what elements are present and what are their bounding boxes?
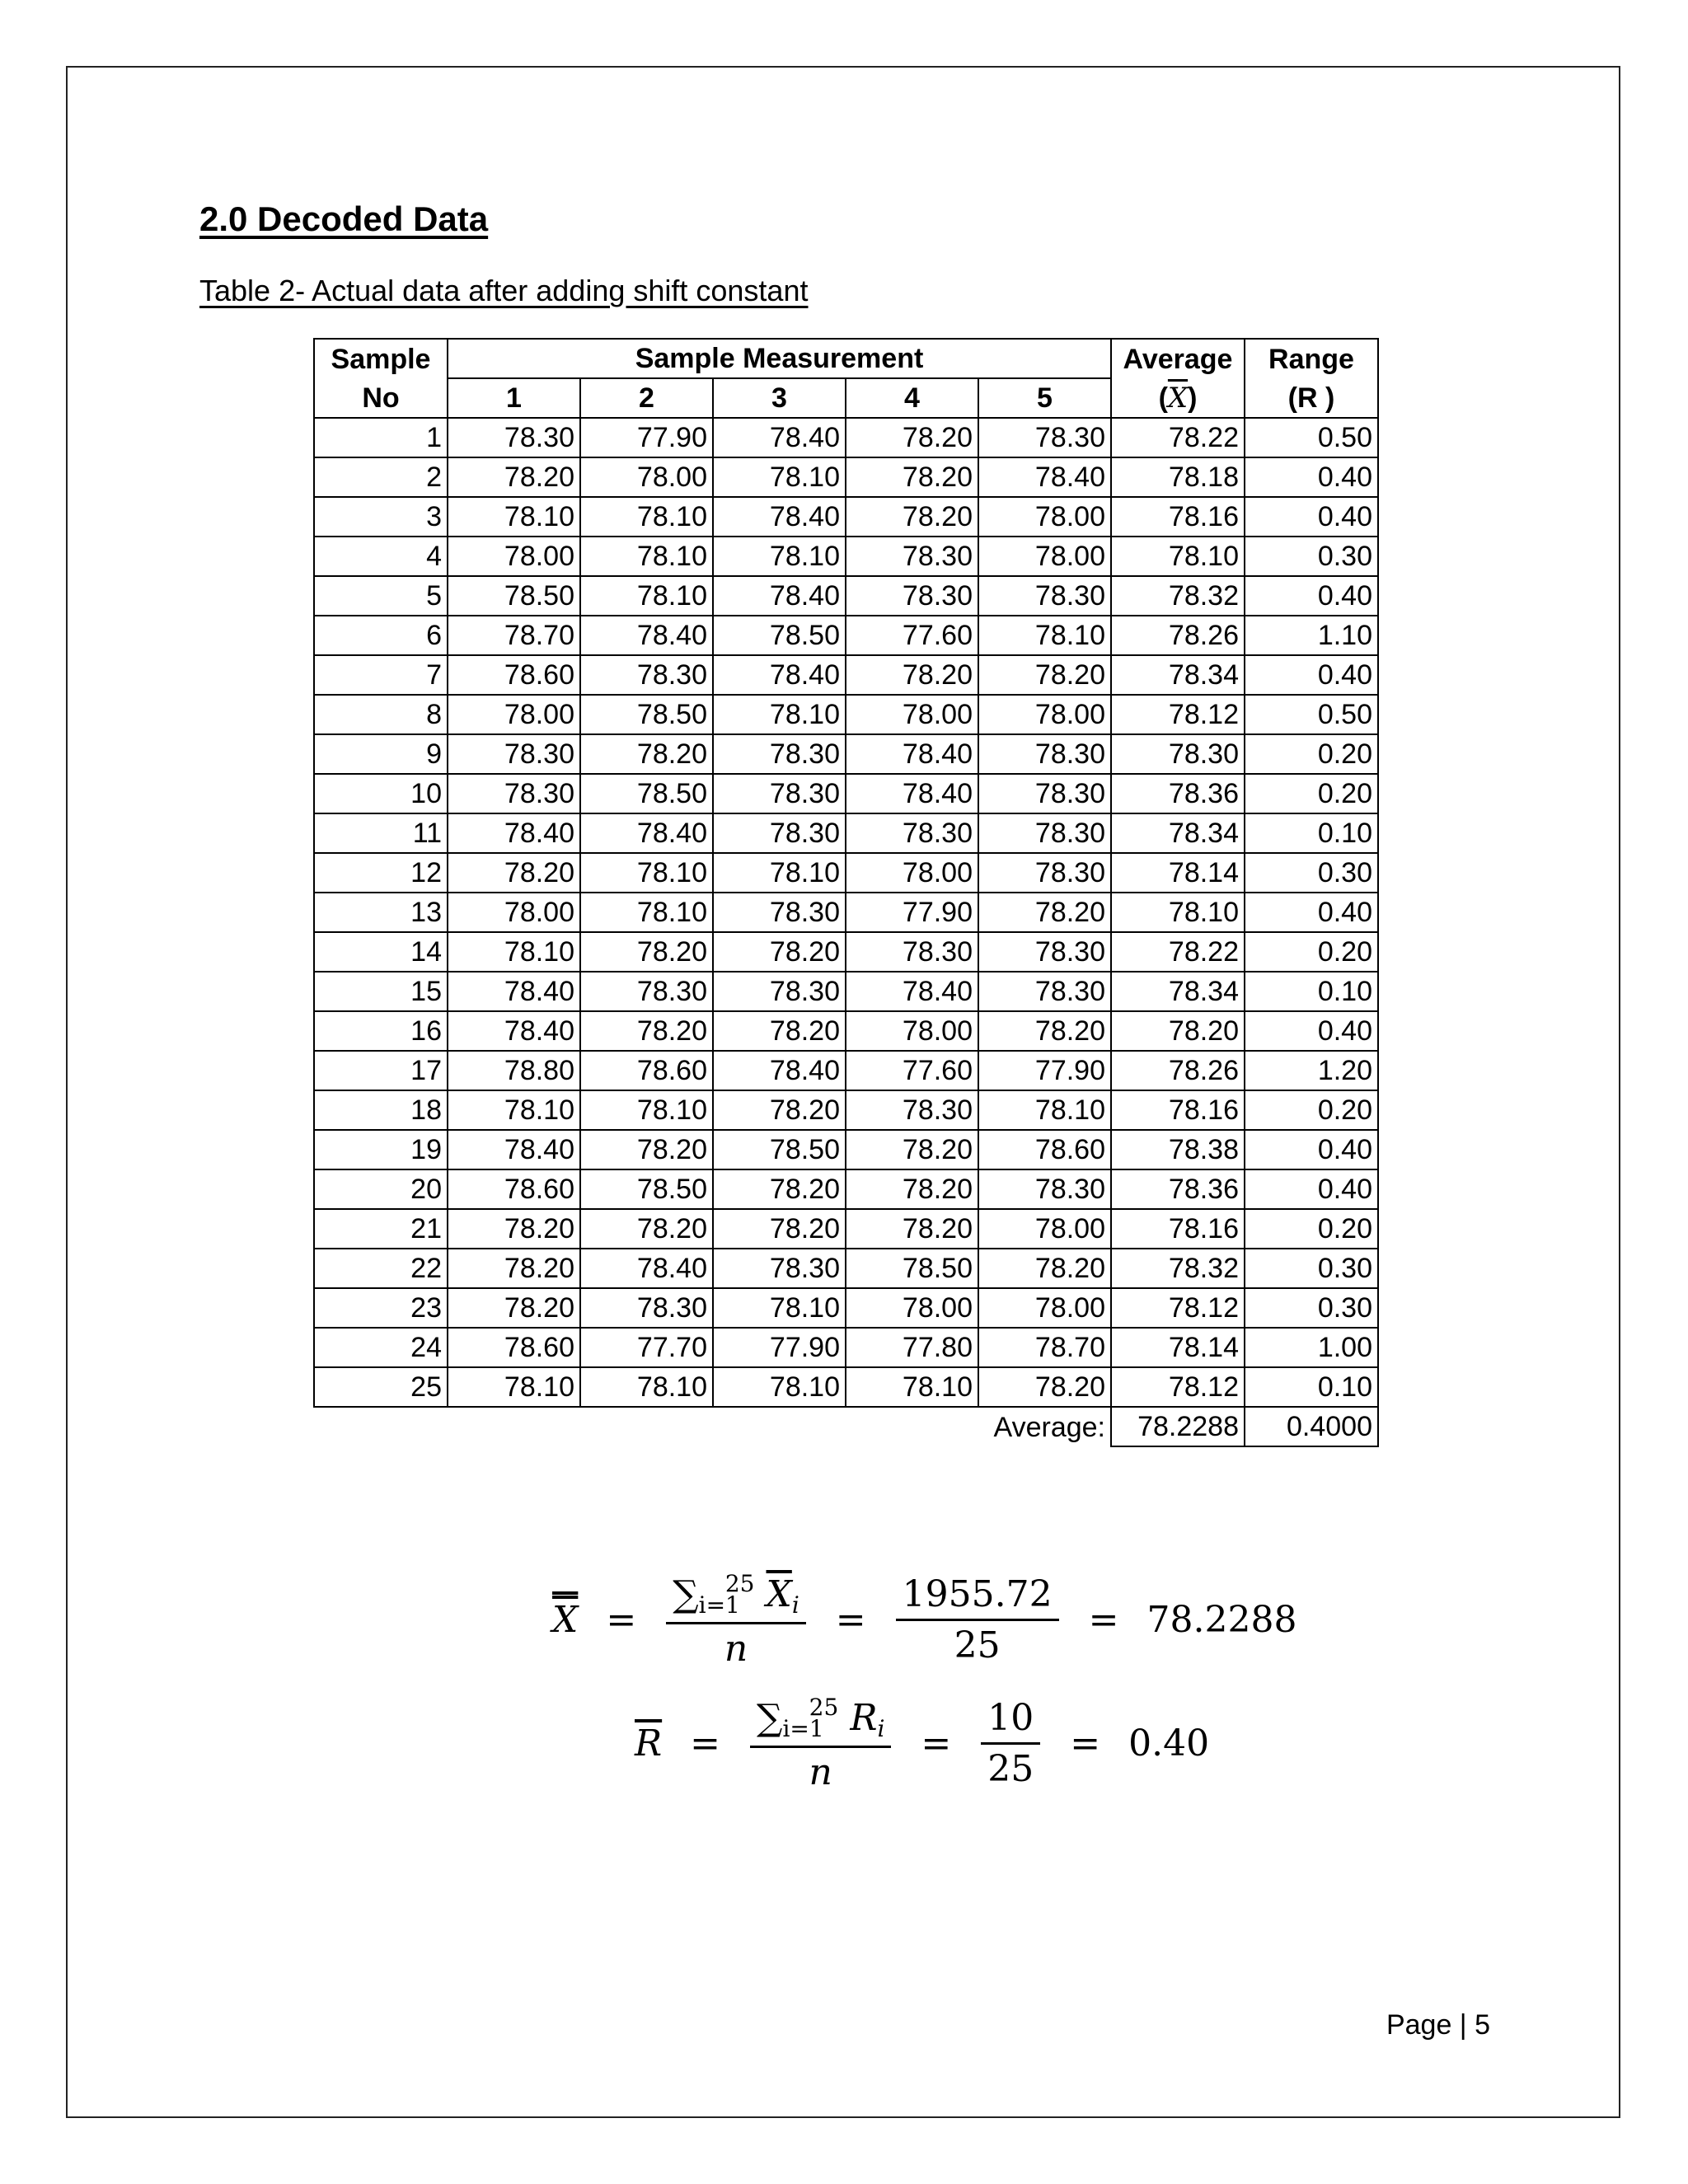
measurement-cell: 78.00	[448, 695, 580, 734]
measurement-cell: 77.60	[846, 616, 978, 655]
sample-no-cell: 24	[314, 1328, 448, 1367]
measurement-group-header: Sample Measurement	[448, 339, 1111, 378]
measurement-cell: 78.20	[978, 1367, 1111, 1407]
measurement-cell: 78.10	[448, 1367, 580, 1407]
rbar-denom-value: 25	[987, 1748, 1034, 1790]
rbar-sum-fraction: $\frac{\sum_{i=1}^{25} R_i}{n}$	[750, 1694, 891, 1793]
empty-cell	[448, 1407, 580, 1446]
xbar-denom: n	[724, 1628, 748, 1670]
rbar-term-sub: i	[877, 1715, 885, 1742]
measurement-cell: 78.30	[846, 1090, 978, 1130]
measurement-cell: 78.20	[846, 1169, 978, 1209]
measurement-cell: 78.10	[580, 893, 713, 932]
xbar-sum-sub: i=1	[698, 1591, 740, 1619]
measurement-cell: 78.40	[580, 813, 713, 853]
measurement-cell: 78.40	[448, 813, 580, 853]
measurement-cell: 78.10	[448, 932, 580, 972]
table-row	[314, 457, 1378, 497]
range-cell: 0.10	[1245, 972, 1378, 1011]
measurement-cell: 78.00	[846, 853, 978, 893]
measurement-cell: 78.30	[978, 1169, 1111, 1209]
range-cell: 0.30	[1245, 853, 1378, 893]
range-cell: 0.40	[1245, 655, 1378, 695]
measurement-cell: 78.20	[448, 1209, 580, 1249]
measurement-cell: 78.30	[713, 774, 846, 813]
table-row	[314, 1249, 1378, 1288]
sample-no-cell: 22	[314, 1249, 448, 1288]
measurement-cell: 78.10	[978, 1090, 1111, 1130]
measurement-cell: 78.30	[448, 418, 580, 457]
range-cell: 0.20	[1245, 1209, 1378, 1249]
measurement-cell: 78.10	[713, 853, 846, 893]
measurement-cell: 78.30	[978, 576, 1111, 616]
average-cell: 78.34	[1111, 655, 1245, 695]
measurement-cell: 78.50	[448, 576, 580, 616]
measurement-cell: 78.40	[978, 457, 1111, 497]
table-row	[314, 1090, 1378, 1130]
measurement-cell: 78.20	[713, 1090, 846, 1130]
measurement-cell: 78.00	[978, 1209, 1111, 1249]
page-number: Page | 5	[1386, 2009, 1490, 2041]
range-cell: 1.10	[1245, 616, 1378, 655]
range-header: Range	[1245, 339, 1378, 378]
measurement-cell: 78.20	[713, 1011, 846, 1051]
measurement-cell: 78.10	[580, 1367, 713, 1407]
range-cell: 0.40	[1245, 1169, 1378, 1209]
measurement-cell: 78.00	[978, 1288, 1111, 1328]
table-row	[314, 972, 1378, 1011]
measurement-cell: 78.30	[713, 813, 846, 853]
range-cell: 0.20	[1245, 1090, 1378, 1130]
sample-no-cell: 11	[314, 813, 448, 853]
table-row	[314, 1051, 1378, 1090]
measurement-cell: 78.40	[580, 1249, 713, 1288]
measurement-cell: 78.30	[713, 1249, 846, 1288]
measurement-cell: 78.10	[713, 1367, 846, 1407]
measurement-cell: 78.40	[846, 734, 978, 774]
rbar-formula: $\overline{R}$ = $\frac{\sum_{i=1}^{25} R_i}{n}$ = $\frac{10}{25}$ = 0.40	[635, 1694, 1210, 1793]
measurement-cell: 78.00	[448, 537, 580, 576]
range-cell: 0.40	[1245, 576, 1378, 616]
table-row	[314, 1288, 1378, 1328]
data-table	[313, 338, 1379, 1447]
average-cell: 78.14	[1111, 853, 1245, 893]
empty-cell	[713, 1407, 846, 1446]
table-row	[314, 1367, 1378, 1407]
table-row	[314, 616, 1378, 655]
sample-no-cell: 2	[314, 457, 448, 497]
measurement-cell: 77.90	[846, 893, 978, 932]
rbar-result: 0.40	[1128, 1722, 1210, 1765]
average-header: Average	[1111, 339, 1245, 378]
sample-no-cell: 21	[314, 1209, 448, 1249]
sample-no-cell: 3	[314, 497, 448, 537]
table-row	[314, 1209, 1378, 1249]
measurement-cell: 78.00	[846, 1011, 978, 1051]
measurement-cell: 78.20	[978, 893, 1111, 932]
measurement-cell: 78.20	[846, 418, 978, 457]
measurement-cell: 78.20	[978, 1249, 1111, 1288]
measurement-cell: 78.30	[978, 932, 1111, 972]
measurement-cell: 78.30	[978, 774, 1111, 813]
measurement-cell: 78.20	[580, 1209, 713, 1249]
average-cell: 78.16	[1111, 1090, 1245, 1130]
measurement-cell: 78.10	[713, 537, 846, 576]
empty-cell	[314, 1407, 448, 1446]
measurement-cell: 78.30	[846, 537, 978, 576]
measurement-cell: 78.20	[448, 853, 580, 893]
measurement-cell: 78.50	[580, 1169, 713, 1209]
measurement-cell: 78.70	[978, 1328, 1111, 1367]
header-row-2	[314, 378, 1378, 418]
range-cell: 0.10	[1245, 1367, 1378, 1407]
empty-cell	[580, 1407, 713, 1446]
sample-no-cell: 16	[314, 1011, 448, 1051]
table-row	[314, 695, 1378, 734]
measurement-cell: 78.40	[713, 655, 846, 695]
measurement-cell: 78.20	[713, 932, 846, 972]
measurement-cell: 78.30	[713, 893, 846, 932]
range-cell: 0.40	[1245, 893, 1378, 932]
measurement-cell: 78.00	[448, 893, 580, 932]
measurement-cell: 78.10	[580, 537, 713, 576]
sample-no-cell: 4	[314, 537, 448, 576]
range-cell: 0.30	[1245, 1249, 1378, 1288]
measurement-cell: 78.00	[978, 537, 1111, 576]
measurement-cell: 78.00	[846, 695, 978, 734]
header-row-1	[314, 339, 1378, 378]
table-row	[314, 1328, 1378, 1367]
range-cell: 0.40	[1245, 1130, 1378, 1169]
average-cell: 78.12	[1111, 695, 1245, 734]
sample-no-cell: 18	[314, 1090, 448, 1130]
table-row	[314, 734, 1378, 774]
measurement-cell: 78.40	[846, 972, 978, 1011]
table-caption: Table 2- Actual data after adding shift constant	[199, 274, 809, 307]
range-symbol-header: (R )	[1245, 378, 1378, 418]
average-cell: 78.16	[1111, 1209, 1245, 1249]
rbar-numer-value: 10	[981, 1697, 1040, 1745]
measurement-cell: 78.40	[713, 1051, 846, 1090]
table-row	[314, 1011, 1378, 1051]
measurement-cell: 77.90	[713, 1328, 846, 1367]
measurement-cell: 78.10	[448, 497, 580, 537]
measurement-cell: 77.90	[978, 1051, 1111, 1090]
average-cell: 78.20	[1111, 1011, 1245, 1051]
average-cell: 78.18	[1111, 457, 1245, 497]
average-cell: 78.34	[1111, 813, 1245, 853]
sample-no-cell: 13	[314, 893, 448, 932]
measurement-cell: 78.20	[713, 1169, 846, 1209]
measurement-cell: 78.20	[846, 457, 978, 497]
table-row	[314, 537, 1378, 576]
average-cell: 78.34	[1111, 972, 1245, 1011]
rbar-denom: n	[809, 1751, 832, 1793]
measurement-cell: 78.20	[580, 1011, 713, 1051]
average-cell: 78.14	[1111, 1328, 1245, 1367]
average-cell: 78.22	[1111, 418, 1245, 457]
rbar-lhs: $\overline{R}$	[635, 1722, 663, 1765]
xbar-sum-fraction: $\frac{\sum_{i=1}^{25} \overline{X}_i}{n}$	[666, 1570, 806, 1670]
measurement-cell: 78.20	[448, 1288, 580, 1328]
measurement-cell: 78.50	[713, 1130, 846, 1169]
measurement-cell: 78.10	[978, 616, 1111, 655]
measurement-cell: 78.20	[846, 497, 978, 537]
measurement-cell: 78.40	[713, 497, 846, 537]
table-row	[314, 1169, 1378, 1209]
measurement-cell: 78.00	[978, 497, 1111, 537]
measurement-cell: 78.20	[580, 1130, 713, 1169]
sample-no-cell: 10	[314, 774, 448, 813]
range-cell: 0.30	[1245, 1288, 1378, 1328]
measurement-cell: 78.40	[580, 616, 713, 655]
range-cell: 0.20	[1245, 932, 1378, 972]
average-cell: 78.36	[1111, 774, 1245, 813]
average-cell: 78.32	[1111, 576, 1245, 616]
measurement-cell: 78.40	[448, 972, 580, 1011]
sample-no-cell: 6	[314, 616, 448, 655]
measurement-cell: 78.30	[978, 418, 1111, 457]
measurement-cell: 78.40	[713, 418, 846, 457]
range-cell: 0.20	[1245, 734, 1378, 774]
measurement-col-header: 5	[978, 378, 1111, 418]
measurement-cell: 78.30	[713, 734, 846, 774]
measurement-cell: 78.30	[846, 932, 978, 972]
measurement-cell: 78.20	[846, 655, 978, 695]
table-row	[314, 576, 1378, 616]
table-row	[314, 813, 1378, 853]
sample-no-cell: 7	[314, 655, 448, 695]
rbar-value-fraction	[981, 1697, 1040, 1790]
measurement-cell: 78.10	[846, 1367, 978, 1407]
measurement-cell: 78.30	[978, 972, 1111, 1011]
sample-no-cell: 19	[314, 1130, 448, 1169]
xbar-value-fraction	[896, 1573, 1059, 1666]
measurement-cell: 78.30	[580, 972, 713, 1011]
xbar-lhs: X	[552, 1599, 579, 1641]
table-row	[314, 774, 1378, 813]
empty-cell	[846, 1407, 978, 1446]
measurement-cell: 78.30	[580, 1288, 713, 1328]
xbar-term-sub: i	[791, 1591, 799, 1619]
measurement-cell: 78.00	[978, 695, 1111, 734]
sample-no-cell: 5	[314, 576, 448, 616]
xbar-sum-sup: 25	[724, 1570, 755, 1597]
range-cell: 0.40	[1245, 497, 1378, 537]
average-cell: 78.30	[1111, 734, 1245, 774]
measurement-cell: 78.20	[580, 734, 713, 774]
xbar-formula: X = $\frac{\sum_{i=1}^{25} \overline{X}_i}{n}$ = $\frac{1955.72}{25}$ = 78.2288	[552, 1570, 1297, 1670]
measurement-cell: 78.80	[448, 1051, 580, 1090]
measurement-col-header: 1	[448, 378, 580, 418]
rbar-sum-sub: i=1	[782, 1715, 824, 1742]
measurement-cell: 78.30	[448, 734, 580, 774]
table-row	[314, 853, 1378, 893]
average-cell: 78.12	[1111, 1367, 1245, 1407]
table-body	[314, 418, 1378, 1407]
measurement-cell: 78.30	[978, 853, 1111, 893]
measurement-cell: 78.00	[580, 457, 713, 497]
sample-header: Sample	[314, 339, 448, 378]
measurement-cell: 78.10	[580, 853, 713, 893]
sample-no-cell: 25	[314, 1367, 448, 1407]
measurement-cell: 78.60	[978, 1130, 1111, 1169]
sample-no-header: No	[314, 378, 448, 418]
range-cell: 0.50	[1245, 418, 1378, 457]
average-cell: 78.16	[1111, 497, 1245, 537]
measurement-cell: 78.60	[448, 1328, 580, 1367]
measurement-cell: 78.10	[713, 695, 846, 734]
xbar-symbol: $\overline{X}$	[1167, 381, 1189, 415]
sample-no-cell: 8	[314, 695, 448, 734]
measurement-cell: 78.50	[580, 695, 713, 734]
range-cell: 0.30	[1245, 537, 1378, 576]
measurement-cell: 78.20	[846, 1130, 978, 1169]
table-row	[314, 497, 1378, 537]
average-symbol-header: $(\overline{X})$	[1111, 378, 1245, 418]
measurement-col-header: 4	[846, 378, 978, 418]
measurement-cell: 78.10	[580, 497, 713, 537]
xbar-term: $\overline{X}$	[766, 1573, 792, 1615]
range-cell: 0.10	[1245, 813, 1378, 853]
sample-no-cell: 1	[314, 418, 448, 457]
range-cell: 0.40	[1245, 457, 1378, 497]
average-cell: 78.10	[1111, 893, 1245, 932]
measurement-cell: 78.30	[713, 972, 846, 1011]
measurement-cell: 78.30	[846, 813, 978, 853]
table-row	[314, 932, 1378, 972]
measurement-cell: 78.60	[448, 1169, 580, 1209]
sample-no-cell: 20	[314, 1169, 448, 1209]
rbar-sum-sup: 25	[809, 1694, 839, 1721]
measurement-cell: 78.30	[448, 774, 580, 813]
measurement-cell: 78.30	[978, 734, 1111, 774]
average-cell: 78.32	[1111, 1249, 1245, 1288]
measurement-col-header: 3	[713, 378, 846, 418]
measurement-cell: 78.30	[846, 576, 978, 616]
range-cell: 0.50	[1245, 695, 1378, 734]
measurement-cell: 78.10	[580, 1090, 713, 1130]
measurement-cell: 78.40	[846, 774, 978, 813]
measurement-cell: 78.10	[580, 576, 713, 616]
xbar-result: 78.2288	[1146, 1599, 1297, 1641]
measurement-cell: 78.60	[580, 1051, 713, 1090]
xbar-numer-value: 1955.72	[896, 1573, 1059, 1621]
sample-no-cell: 14	[314, 932, 448, 972]
measurement-cell: 78.50	[713, 616, 846, 655]
range-cell: 1.00	[1245, 1328, 1378, 1367]
sample-no-cell: 17	[314, 1051, 448, 1090]
measurement-cell: 77.70	[580, 1328, 713, 1367]
measurement-cell: 78.40	[448, 1011, 580, 1051]
average-cell: 78.22	[1111, 932, 1245, 972]
average-cell: 78.10	[1111, 537, 1245, 576]
measurement-cell: 78.20	[978, 655, 1111, 695]
measurement-cell: 78.40	[713, 576, 846, 616]
measurement-cell: 78.20	[978, 1011, 1111, 1051]
average-range-value: 0.4000	[1245, 1407, 1378, 1446]
table-row	[314, 418, 1378, 457]
measurement-cell: 78.20	[580, 932, 713, 972]
measurement-cell: 78.50	[580, 774, 713, 813]
measurement-cell: 78.10	[713, 1288, 846, 1328]
range-cell: 0.40	[1245, 1011, 1378, 1051]
measurement-cell: 77.60	[846, 1051, 978, 1090]
measurement-cell: 78.30	[978, 813, 1111, 853]
average-label: Average:	[993, 1411, 1105, 1443]
measurement-cell: 78.00	[846, 1288, 978, 1328]
range-cell: 0.20	[1245, 774, 1378, 813]
measurement-cell: 78.30	[580, 655, 713, 695]
average-cell: 78.26	[1111, 616, 1245, 655]
measurement-cell: 78.20	[846, 1209, 978, 1249]
table-row	[314, 655, 1378, 695]
measurement-cell: 78.10	[713, 457, 846, 497]
average-cell: 78.38	[1111, 1130, 1245, 1169]
table-row	[314, 893, 1378, 932]
measurement-col-header: 2	[580, 378, 713, 418]
sample-no-cell: 12	[314, 853, 448, 893]
sample-no-cell: 15	[314, 972, 448, 1011]
measurement-cell: 78.60	[448, 655, 580, 695]
xbar-denom-value: 25	[954, 1624, 1001, 1666]
sample-no-cell: 23	[314, 1288, 448, 1328]
section-heading: 2.0 Decoded Data	[199, 199, 489, 238]
sample-no-cell: 9	[314, 734, 448, 774]
average-cell: 78.36	[1111, 1169, 1245, 1209]
measurement-cell: 78.40	[448, 1130, 580, 1169]
table-row	[314, 1130, 1378, 1169]
measurement-cell: 78.20	[448, 457, 580, 497]
average-row	[314, 1407, 1378, 1446]
measurement-cell: 77.80	[846, 1328, 978, 1367]
range-cell: 1.20	[1245, 1051, 1378, 1090]
grand-average-value: 78.2288	[1111, 1407, 1245, 1446]
average-cell: 78.26	[1111, 1051, 1245, 1090]
measurement-cell: 78.20	[448, 1249, 580, 1288]
average-cell: 78.12	[1111, 1288, 1245, 1328]
measurement-cell: 78.50	[846, 1249, 978, 1288]
measurement-cell: 78.20	[713, 1209, 846, 1249]
measurement-cell: 78.10	[448, 1090, 580, 1130]
rbar-term: R	[850, 1697, 878, 1739]
measurement-cell: 77.90	[580, 418, 713, 457]
measurement-cell: 78.70	[448, 616, 580, 655]
